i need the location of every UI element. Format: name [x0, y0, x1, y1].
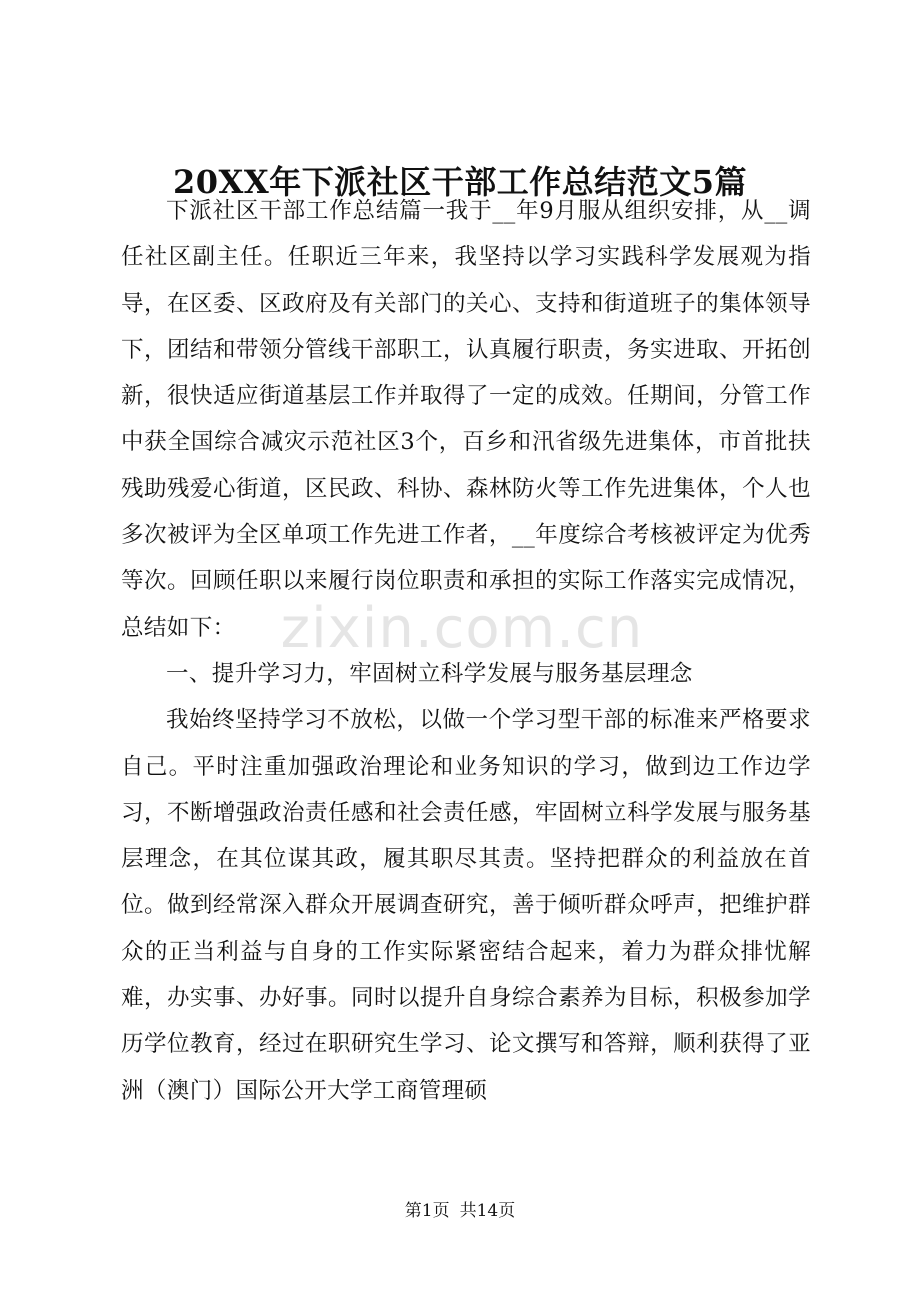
- watermark: zixin.com.cn: [280, 596, 644, 661]
- paragraph-intro: 下派社区干部工作总结篇一我于__年9月服从组织安排，从__调任社区副主任。任职近三年来，我坚持以学习实践科学发展观为指导，在区委、区政府及有关部门的关心、支持和街道班子的集体领导下，团结和带领分管线干部职工，认真履行职责，务实进取、开拓创新，很快适应街道基层工作并取得了一定的成效。任期间，分管工作中获全国综合减灾示范社区3个，百乡和汛省级先进集体，市首批扶残助残爱心街道，区民政、科协、森林防火等工作先进集体，个人也多次被评为全区单项工作先进工作者，__年度综合考核被评定为优秀等次。回顾任职以来履行岗位职责和承担的实际工作落实完成情况，总结如下：: [121, 198, 811, 641]
- paragraph-study: 我始终坚持学习不放松，以做一个学习型干部的标准来严格要求自己。平时注重加强政治理论和业务知识的学习，做到边工作边学习，不断增强政治责任感和社会责任感，牢固树立科学发展与服务基层理念，在其位谋其政，履其职尽其责。坚持把群众的利益放在首位。做到经常深入群众开展调查研究，善于倾听群众呼声，把维护群众的正当利益与自身的工作实际紧密结合起来，着力为群众排忧解难，办实事、办好事。同时以提升自身综合素养为目标，积极参加学历学位教育，经过在职研究生学习、论文撰写和答辩，顺利获得了亚洲（澳门）国际公开大学工商管理硕: [121, 707, 811, 1104]
- document-body: [121, 188, 811, 1114]
- page-number: 第1页: [404, 1201, 450, 1221]
- page-total: 共14页: [459, 1201, 516, 1221]
- document-title: 20XX年下派社区干部工作总结范文5篇: [173, 163, 747, 201]
- page-footer: [0, 1198, 920, 1224]
- section-heading: 一、提升学习力，牢固树立科学发展与服务基层理念: [166, 660, 693, 687]
